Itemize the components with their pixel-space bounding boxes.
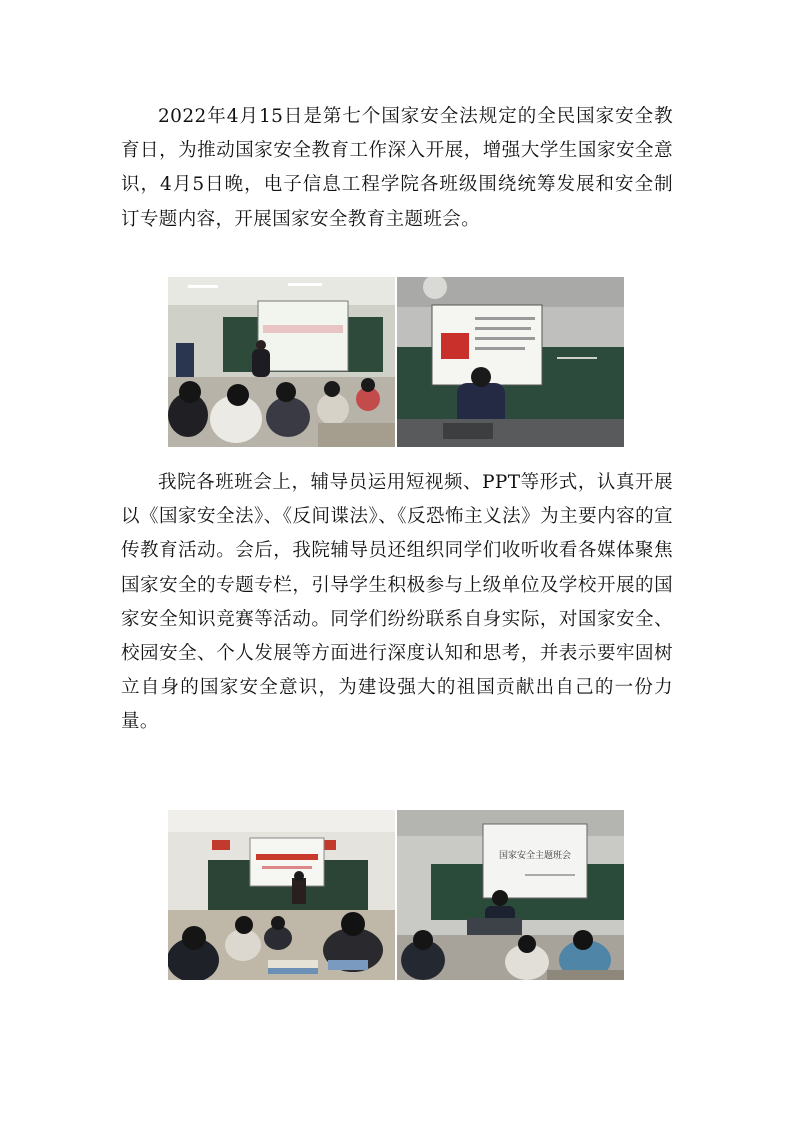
photo-row-bottom [168, 810, 624, 980]
photo-row-top [168, 277, 624, 447]
activity-paragraph: 我院各班班会上，辅导员运用短视频、PPT等形式，认真开展以《国家安全法》、《反间谍法》、《反恐怖主义法》为主要内容的宣传教育活动。会后，我院辅导员还组织同学们收听收看各媒体聚焦国家安全的专题专栏，引导学生积极参与上级单位及学校开展的国家安全知识竞赛等活动。同学们纷纷联系自身实际，对国家安全、校园安全、个人发展等方面进行深度认知和思考，并表示要牢固树立自身的国家安全意识，为建设强大的祖国贡献出自己的一份力量。 [121, 472, 673, 733]
classroom-photo-3 [168, 810, 395, 980]
classroom-photo-2 [397, 277, 624, 447]
screen-title: 国家安全主题班会 [498, 851, 572, 861]
classroom-photo-1 [168, 277, 395, 447]
intro-paragraph: 2022年4月15日是第七个国家安全法规定的全民国家安全教育日，为推动国家安全教育工作深入开展，增强大学生国家安全意识，4月5日晚，电子信息工程学院各班级围绕统筹发展和安全制订专题内容，开展国家安全教育主题班会。 [121, 106, 673, 230]
classroom-photo-4 [397, 810, 624, 980]
